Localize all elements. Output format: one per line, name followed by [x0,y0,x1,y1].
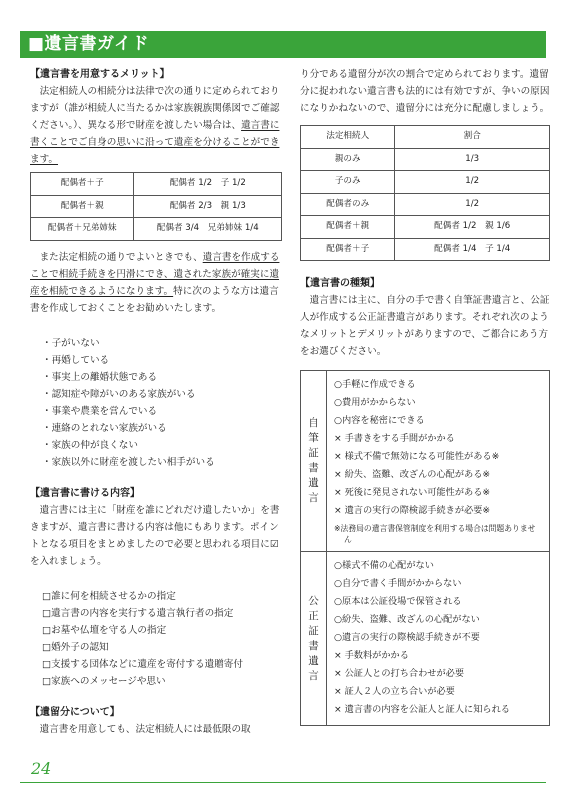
list-item: × 手数料がかかる [334,650,409,661]
merit-p2-text: また法定相続の通りでよいときでも、 [39,251,203,263]
label-char: 言 [308,492,319,504]
contents-heading: 【遺言書に書ける内容】 [30,487,140,499]
left-column [30,66,282,738]
types-paragraph: 遺言書には主に、自分の手で書く自筆証書遺言と、公証人が作成する公正証書遺言があります。それぞれ次のようなメリットとデメリットがありますので、ご都合にあう方をお選びください。 [300,295,550,357]
list-item: ○原本は公証役場で保管される [334,596,462,607]
types-heading: 【遺言書の種類】 [300,278,380,289]
notarized-row [301,552,550,726]
checklist-item: □誰に何を相続させるかの指定 [42,590,176,602]
share-cell: 配偶者 3/4 兄弟姉妹 1/4 [134,218,282,241]
heir-cell: 子のみ [301,171,395,194]
merit-paragraph-1 [30,83,282,168]
label-char: 正 [308,609,319,622]
share-cell: 配偶者 1/2 子 1/2 [134,173,282,196]
notarized-will-label [301,552,327,726]
table-row [301,148,550,171]
share-cell: 配偶者 1/2 親 1/6 [395,216,550,239]
reserved-paragraph: 遺言書を用意しても、法定相続人には最低限の取 [39,723,251,735]
list-item: ○紛失、盗難、改ざんの心配がない [334,614,480,625]
list-item: ・連絡のとれない家族がいる [42,422,167,434]
table-row [301,171,550,194]
page-number: 24 [31,759,52,778]
list-item: ・子がいない [42,337,100,349]
merit-p1-text: 法定相続人の相続分は法律で次の通りに定められておりますが（誰が相続人に当たるかは家族親族関係図でご確認ください。）、異なる形で財産を渡したい場合は、 [30,86,280,131]
list-item: ・事業や農業を営んでいる [42,405,158,417]
label-char: 証 [308,624,319,637]
bottom-divider [20,782,546,783]
list-item: ・家族以外に財産を渡したい相手がいる [42,456,215,468]
table-header-cell: 法定相続人 [301,126,395,149]
label-char: 遺 [308,477,319,489]
list-item: × 紛失、盗難、改ざんの心配がある※ [334,469,491,480]
merit-paragraph-2 [30,249,282,317]
table-row [301,216,550,239]
right-column [300,66,550,726]
label-char: 書 [308,462,319,474]
reserved-share-table [300,125,550,261]
inheritance-share-table [30,172,282,241]
merit-p2-tail: 特に次のような方は遺言書を作成しておくことをお勧めいたします。 [30,285,279,314]
footnote: ※法務局の遺言書保管制度を利用する場合は問題ありません [334,524,536,544]
will-types-table [300,370,550,726]
heir-cell: 配偶者＋子 [301,238,395,261]
checklist-item: □支援する団体などに遺産を寄付する遺贈寄付 [42,658,243,670]
list-item: ○自分で書く手間がかからない [334,578,462,589]
list-item: × 様式不備で無効になる可能性がある※ [334,451,500,462]
table-header-cell: 割合 [395,126,550,149]
heir-cell: 親のみ [301,148,395,171]
list-item: × 死後に発見されない可能性がある※ [334,487,491,498]
share-cell: 配偶者 1/4 子 1/4 [395,238,550,261]
label-char: 遺 [308,654,319,667]
label-char: 筆 [308,432,319,444]
label-char: 自 [308,417,319,429]
heir-cell: 配偶者＋子 [31,173,134,196]
checklist-item: □家族へのメッセージや思い [42,675,166,687]
notarized-will-items [327,552,550,726]
share-cell: 1/2 [395,171,550,194]
holographic-row [301,371,550,552]
list-item: × 遺言の実行の際検認手続きが必要※ [334,505,491,516]
list-item: ・家族の仲が良くない [42,439,138,451]
holographic-will-items [327,371,550,552]
checklist-item: □お墓や仏壇を守る人の指定 [42,624,167,636]
share-cell: 1/3 [395,148,550,171]
list-item: × 証人２人の立ち合いが必要 [334,686,455,697]
list-item: ・事実上の離婚状態である [42,371,158,383]
table-row [31,195,282,218]
list-item: ○手軽に作成できる [334,379,416,390]
table-row [301,238,550,261]
list-item: ・認知症や障がいのある家族がいる [42,388,196,400]
list-item: ○費用がかからない [334,397,416,408]
table-row [31,218,282,241]
table-row [301,193,550,216]
holographic-will-label [301,371,327,552]
label-char: 公 [308,594,319,607]
contents-checklist [30,588,282,690]
label-char: 書 [308,639,319,652]
merit-p2-underlined: 遺言書を作成することで相続手続きを円滑にでき、遺された家族が確実に遺産を相続できるようになります。 [30,251,280,297]
list-item: ○内容を秘密にできる [334,415,425,426]
list-item: × 公証人との打ち合わせが必要 [334,668,465,679]
checklist-item: □遺言書の内容を実行する遺言執行者の指定 [42,607,234,619]
share-cell: 配偶者 2/3 親 1/3 [134,195,282,218]
list-item: ・再婚している [42,354,110,366]
list-item: × 遺言書の内容を公証人と証人に知られる [334,704,510,715]
heir-cell: 配偶者＋親 [31,195,134,218]
heir-cell: 配偶者＋兄弟姉妹 [31,218,134,241]
list-item: ○遺言の実行の際検認手続きが不要 [334,632,480,643]
list-item: ○様式不備の心配がない [334,560,434,571]
label-char: 言 [308,669,319,682]
contents-paragraph: 遺言書には主に「財産を誰にどれだけ遺したいか」を書きますが、遺言書に書ける内容は他にもあります。ポイントとなる項目をまとめましたので必要と思われる項目に☑を入れましょう。 [30,504,280,567]
share-cell: 1/2 [395,193,550,216]
table-header-row [301,126,550,149]
merit-p1-underlined: 遺言書に書くことでご自身の思いに沿って遺産を分けることができます。 [30,120,280,165]
reserved-heading: 【遺留分について】 [30,706,120,718]
table-row [31,173,282,196]
reserved-paragraph-continued: り分である遺留分が次の割合で定められております。遺留分に捉われない遺言書も法的には有効ですが、争いの原因になりかねないので、遺留分には充分に配慮しましょう。 [300,69,550,114]
checklist-item: □婚外子の認知 [42,641,109,653]
page-title: ■遺言書ガイド [20,31,546,58]
heir-cell: 配偶者＋親 [301,216,395,239]
label-char: 証 [308,447,319,459]
merit-heading: 【遺言書を用意するメリット】 [30,69,170,80]
list-item: × 手書きをする手間がかかる [334,433,455,444]
heir-cell: 配偶者のみ [301,193,395,216]
recommend-list [30,335,282,471]
